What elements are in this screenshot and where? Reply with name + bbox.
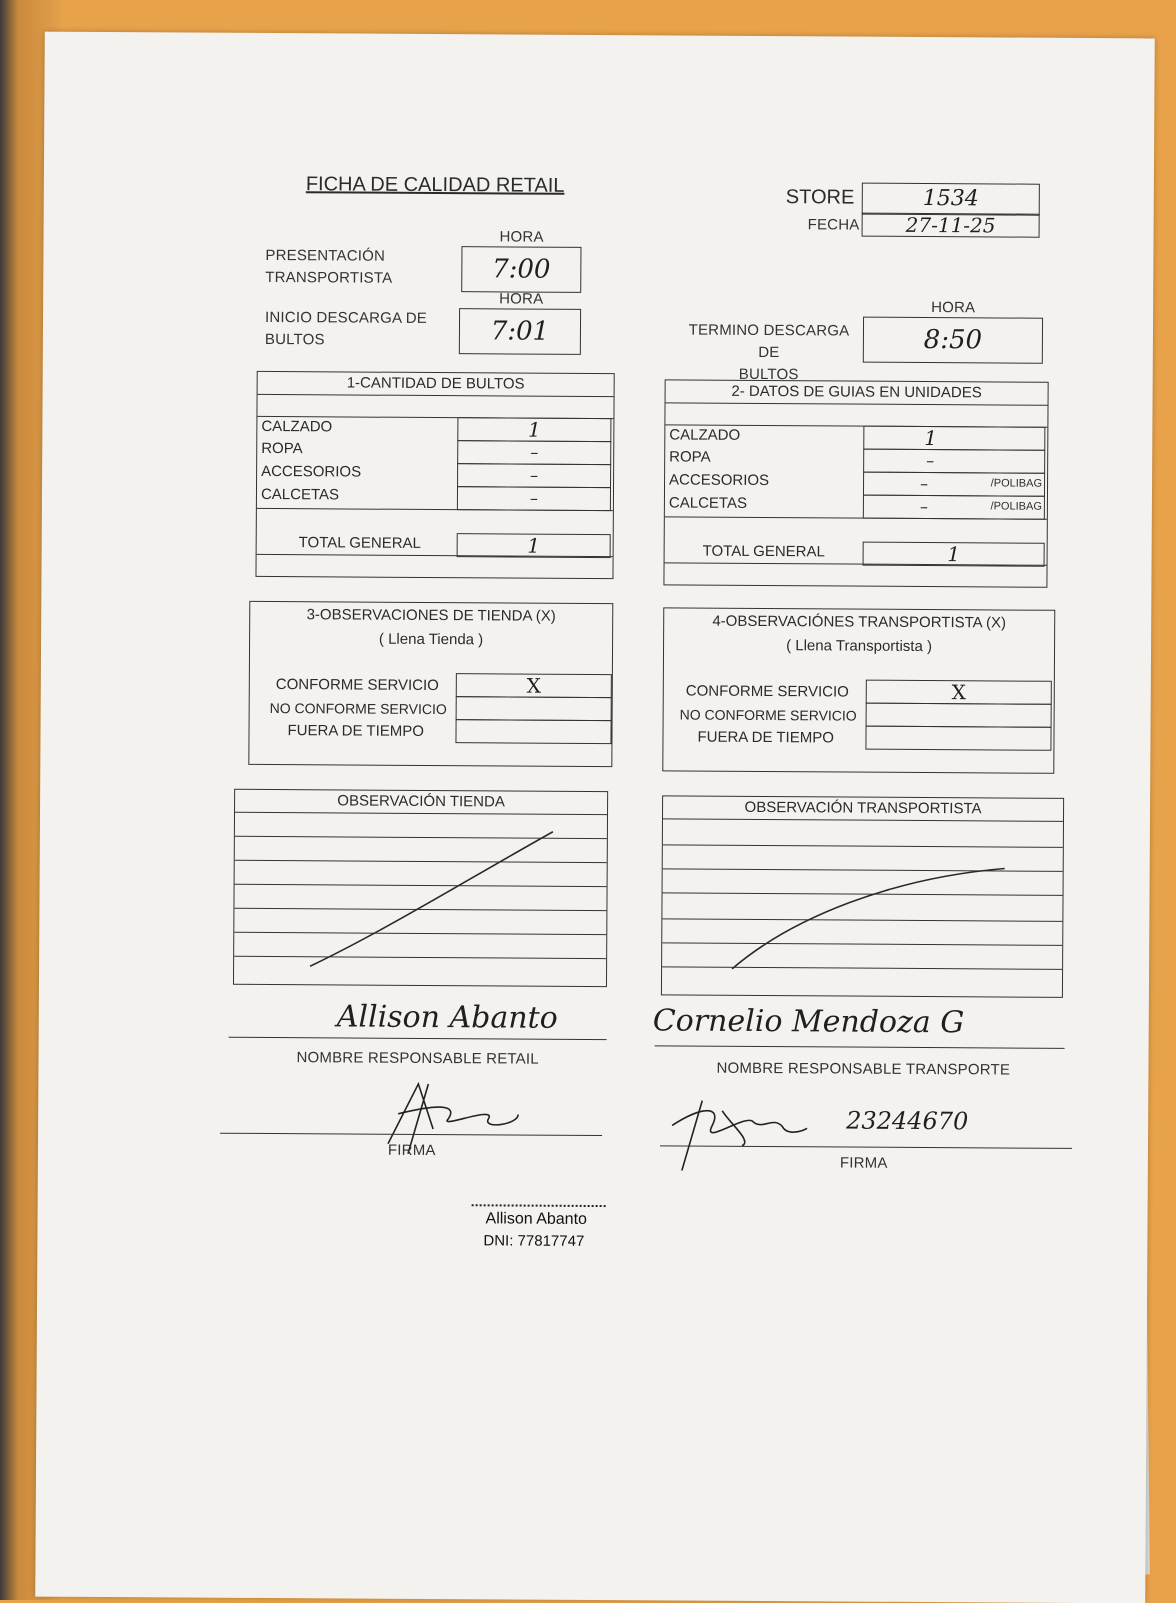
section1-value-accesorios: – — [457, 463, 611, 488]
observacion-tienda-title: OBSERVACIÓN TIENDA — [235, 790, 607, 815]
hora-label-1: HORA — [499, 228, 544, 246]
section1-label-ropa: ROPA — [261, 439, 303, 458]
retail-name: Allison Abanto — [336, 999, 558, 1036]
section-observaciones-tienda — [248, 601, 613, 767]
section4-mark-no-conforme — [866, 703, 1052, 728]
termino-label-line2: BULTOS — [738, 365, 799, 384]
observacion-transportista-box — [661, 795, 1064, 997]
retail-firma-label: FIRMA — [387, 1141, 436, 1160]
section2-title: 2- DATOS DE GUIAS EN UNIDADES — [666, 380, 1048, 405]
section3-label-no-conforme: NO CONFORME SERVICIO — [269, 700, 447, 718]
section1-value-calcetas: – — [457, 486, 611, 511]
presentacion-time: 7:00 — [461, 246, 581, 293]
section1-value-calzado: 1 — [457, 417, 611, 442]
section1-title: 1-CANTIDAD DE BULTOS — [258, 372, 614, 397]
section3-mark-no-conforme — [456, 696, 612, 721]
hora-label-3: HORA — [931, 299, 976, 317]
retail-name-label: NOMBRE RESPONSABLE RETAIL — [296, 1049, 539, 1068]
stamp-dni: DNI: 77817747 — [483, 1232, 585, 1250]
stamp-dotted-line — [472, 1204, 606, 1207]
strike-line-transportista — [662, 796, 1063, 996]
inicio-label — [265, 307, 427, 352]
hora-label-2: HORA — [499, 290, 544, 308]
section2-label-calcetas: CALCETAS — [668, 494, 748, 512]
section4-label-fuera-tiempo: FUERA DE TIEMPO — [697, 728, 834, 747]
section2-value-calzado: 1 — [924, 426, 938, 451]
transporte-signature — [662, 1085, 813, 1176]
section3-title: 3-OBSERVACIONES DE TIENDA (X) — [306, 606, 556, 625]
store-value: 1534 — [862, 183, 1040, 216]
transporte-name-label: NOMBRE RESPONSABLE TRANSPORTE — [716, 1059, 1011, 1079]
observacion-transportista-title: OBSERVACIÓN TRANSPORTISTA — [663, 796, 1063, 821]
section4-mark-conforme: X — [866, 680, 1052, 705]
section2-total-label: TOTAL GENERAL — [702, 542, 825, 561]
section2-suffix-accesorios: /POLIBAG — [990, 477, 1043, 490]
section2-cell-calcetas — [863, 495, 1045, 520]
transporte-id-number: 23244670 — [846, 1106, 969, 1136]
termino-time: 8:50 — [863, 317, 1043, 364]
section4-mark-fuera-tiempo — [865, 726, 1051, 751]
section2-cell-calzado — [863, 426, 1045, 451]
inicio-label-line1: INICIO DESCARGA DE — [264, 308, 428, 327]
fecha-value: 27-11-25 — [862, 213, 1040, 238]
section3-label-fuera-tiempo: FUERA DE TIEMPO — [287, 722, 424, 740]
section3-mark-fuera-tiempo — [455, 719, 611, 744]
transporte-name: Cornelio Mendoza G — [652, 1003, 965, 1041]
strike-line-tienda — [234, 790, 607, 986]
section3-label-conforme: CONFORME SERVICIO — [275, 676, 439, 695]
presentacion-label — [265, 245, 392, 290]
document-sheet — [35, 32, 1155, 1603]
store-label: STORE — [785, 186, 855, 209]
section2-label-accesorios: ACCESORIOS — [669, 471, 770, 490]
termino-label-line1: TERMINO DESCARGA DE — [688, 321, 850, 362]
inicio-label-line2: BULTOS — [264, 330, 325, 349]
section4-label-no-conforme: NO CONFORME SERVICIO — [679, 706, 857, 724]
section3-mark-conforme: X — [456, 673, 612, 698]
section1-label-accesorios: ACCESORIOS — [261, 462, 362, 481]
stamp-name: Allison Abanto — [485, 1210, 588, 1228]
section2-value-calcetas: – — [919, 496, 928, 517]
section-observaciones-transportista — [662, 607, 1055, 773]
section-cantidad-bultos — [255, 371, 614, 579]
fecha-label: FECHA — [807, 216, 860, 234]
section2-cell-accesorios — [863, 472, 1045, 497]
section2-label-ropa: ROPA — [669, 448, 711, 466]
section3-subtitle: ( Llena Tienda ) — [378, 630, 484, 649]
section1-total-value: 1 — [457, 533, 611, 558]
inicio-time: 7:01 — [459, 308, 581, 355]
transporte-name-line — [655, 1045, 1065, 1049]
section2-suffix-calcetas: /POLIBAG — [990, 500, 1042, 513]
presentacion-label-line1: PRESENTACIÓN — [265, 246, 386, 265]
section4-label-conforme: CONFORME SERVICIO — [685, 682, 849, 701]
section2-value-accesorios: – — [919, 473, 929, 494]
presentacion-label-line2: TRANSPORTISTA — [265, 268, 393, 287]
termino-label — [679, 320, 859, 387]
section1-label-calzado: CALZADO — [261, 417, 333, 436]
section-datos-guias — [663, 379, 1048, 587]
document-title: FICHA DE CALIDAD RETAIL — [305, 173, 565, 197]
section1-total-label: TOTAL GENERAL — [298, 534, 421, 552]
section2-label-calzado: CALZADO — [669, 426, 741, 444]
section4-title: 4-OBSERVACIÓNES TRANSPORTISTA (X) — [712, 612, 1007, 632]
observacion-tienda-box — [233, 789, 608, 987]
section4-subtitle: ( Llena Transportista ) — [786, 637, 933, 656]
transporte-firma-label: FIRMA — [839, 1154, 888, 1172]
section1-value-ropa: – — [457, 440, 611, 465]
section2-total-value: 1 — [863, 542, 1045, 567]
section1-label-calcetas: CALCETAS — [260, 485, 340, 504]
section2-value-ropa: – — [926, 451, 935, 471]
retail-name-line — [229, 1037, 607, 1040]
section2-cell-ropa — [863, 449, 1045, 474]
